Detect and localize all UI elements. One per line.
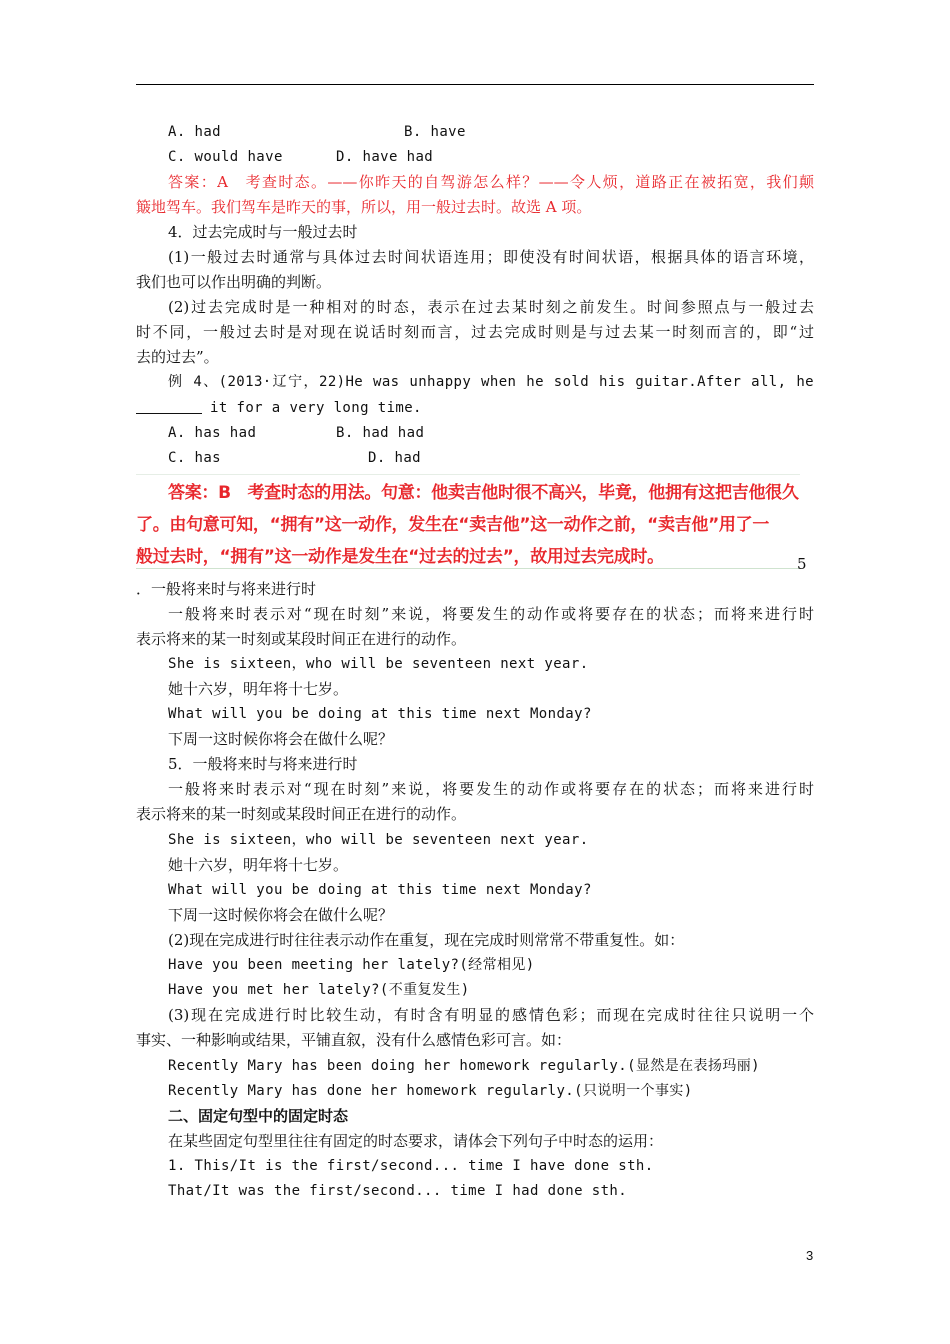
section-5b-example2-en: What will you be doing at this time next Monday?	[168, 882, 592, 898]
option-a: A. had	[168, 124, 221, 140]
section-4-p2-line1: (2)过去完成时是一种相对的时态，表示在过去某时刻之前发生。时间参照点与一般过去	[168, 298, 814, 316]
answer-blank	[136, 399, 202, 414]
section-2-heading: 二、固定句型中的固定时态	[168, 1107, 349, 1125]
perfect-example-3: Recently Mary has been doing her homework regularly.(显然是在表扬玛丽)	[168, 1058, 760, 1074]
section-5a-example2-cn: 下周一这时候你将会在做什么呢？	[168, 730, 394, 748]
example-4-line2-text: it for a very long time.	[210, 400, 422, 416]
section-2-sentence-2: That/It was the first/second... time I had done sth.	[168, 1183, 628, 1199]
ex4-option-d: D. had	[368, 450, 421, 466]
ex4-option-a: A. has had	[168, 425, 257, 441]
answer-4-line2: 了。由句意可知，“拥有”这一动作，发生在“卖吉他”这一动作之前，“卖吉他”用了一	[136, 515, 770, 535]
answer-box-top-border	[136, 474, 800, 475]
section-5b-example2-cn: 下周一这时候你将会在做什么呢？	[168, 906, 394, 924]
options-row-ab	[168, 120, 814, 145]
perfect-example-4: Recently Mary has done her homework regularly.(只说明一个事实)	[168, 1083, 693, 1099]
example-4-options-cd	[168, 446, 814, 471]
section-5a-para-line2: 表示将来的某一时刻或某段时间正在进行的动作。	[136, 630, 467, 648]
perfect-point-2: (2)现在完成进行时往往表示动作在重复，现在完成时则常常不带重复性。如：	[168, 931, 685, 949]
section-5a-example1-en: She is sixteen，who will be seventeen next year.	[168, 656, 589, 672]
section-5b-para-line2: 表示将来的某一时刻或某段时间正在进行的动作。	[136, 805, 467, 823]
section-5b-heading: 5．一般将来时与将来进行时	[168, 755, 358, 773]
perfect-example-1: Have you been meeting her lately?(经常相见)	[168, 957, 535, 973]
section-5b-example1-en: She is sixteen，who will be seventeen next year.	[168, 832, 589, 848]
example-4-options-ab	[168, 421, 814, 446]
section-4-heading: 4．过去完成时与一般过去时	[168, 223, 358, 241]
section-4-p2-line3: 去的过去”。	[136, 348, 219, 366]
stray-number: 5	[797, 555, 807, 573]
answer-4-line1: 答案：B 考查时态的用法。句意：他卖吉他时很不高兴，毕竟，他拥有这把吉他很久	[168, 483, 799, 503]
perfect-point-3-line2: 事实、一种影响或结果，平铺直叙，没有什么感情色彩可言。如：	[136, 1031, 572, 1049]
ex4-option-b: B. had had	[336, 425, 425, 441]
section-5a-para-line1: 一般将来时表示对“现在时刻”来说，将要发生的动作或将要存在的状态；而将来进行时	[168, 605, 814, 623]
option-c: C. would have	[168, 149, 283, 165]
section-5b-para-line1: 一般将来时表示对“现在时刻”来说，将要发生的动作或将要存在的状态；而将来进行时	[168, 780, 814, 798]
section-2-sentence-1: 1. This/It is the first/second... time I have done sth.	[168, 1158, 654, 1174]
section-5a-example1-cn: 她十六岁，明年将十七岁。	[168, 680, 349, 698]
options-row-cd	[168, 145, 814, 170]
header-rule	[136, 84, 814, 85]
perfect-example-2: Have you met her lately?(不重复发生)	[168, 982, 470, 998]
answer-1-line2: 簸地驾车。我们驾车是昨天的事，所以，用一般过去时。故选 A 项。	[136, 198, 592, 216]
answer-1-line1: 答案：A 考查时态。——你昨天的自驾游怎么样？——令人烦，道路正在被拓宽，我们颠	[168, 173, 814, 191]
example-4-line1: 例 4、(2013·辽宁，22)He was unhappy when he sold his guitar.After all, he	[168, 374, 814, 390]
section-5a-heading: ．一般将来时与将来进行时	[136, 580, 317, 598]
section-5a-example2-en: What will you be doing at this time next Monday?	[168, 706, 592, 722]
section-4-p2-line2: 时不同，一般过去时是对现在说话时刻而言，过去完成时则是与过去某一时刻而言的，即“过	[136, 323, 814, 341]
section-4-p1-line1: (1)一般过去时通常与具体过去时间状语连用；即使没有时间状语，根据具体的语言环境，	[168, 248, 814, 266]
section-2-intro: 在某些固定句型里往往有固定的时态要求，请体会下列句子中时态的运用：	[168, 1132, 664, 1150]
page-number: 3	[806, 1248, 814, 1263]
ex4-option-c: C. has	[168, 450, 221, 466]
answer-box-bottom-border	[136, 568, 800, 569]
option-d: D. have had	[336, 149, 434, 165]
perfect-point-3-line1: (3)现在完成进行时比较生动，有时含有明显的感情色彩；而现在完成时往往只说明一个	[168, 1006, 814, 1024]
option-b: B. have	[404, 124, 466, 140]
section-4-p1-line2: 我们也可以作出明确的判断。	[136, 273, 332, 291]
example-4-line2	[136, 396, 814, 421]
section-5b-example1-cn: 她十六岁，明年将十七岁。	[168, 856, 349, 874]
answer-4-line3: 般过去时，“拥有”这一动作是发生在“过去的过去”，故用过去完成时。	[136, 547, 664, 567]
